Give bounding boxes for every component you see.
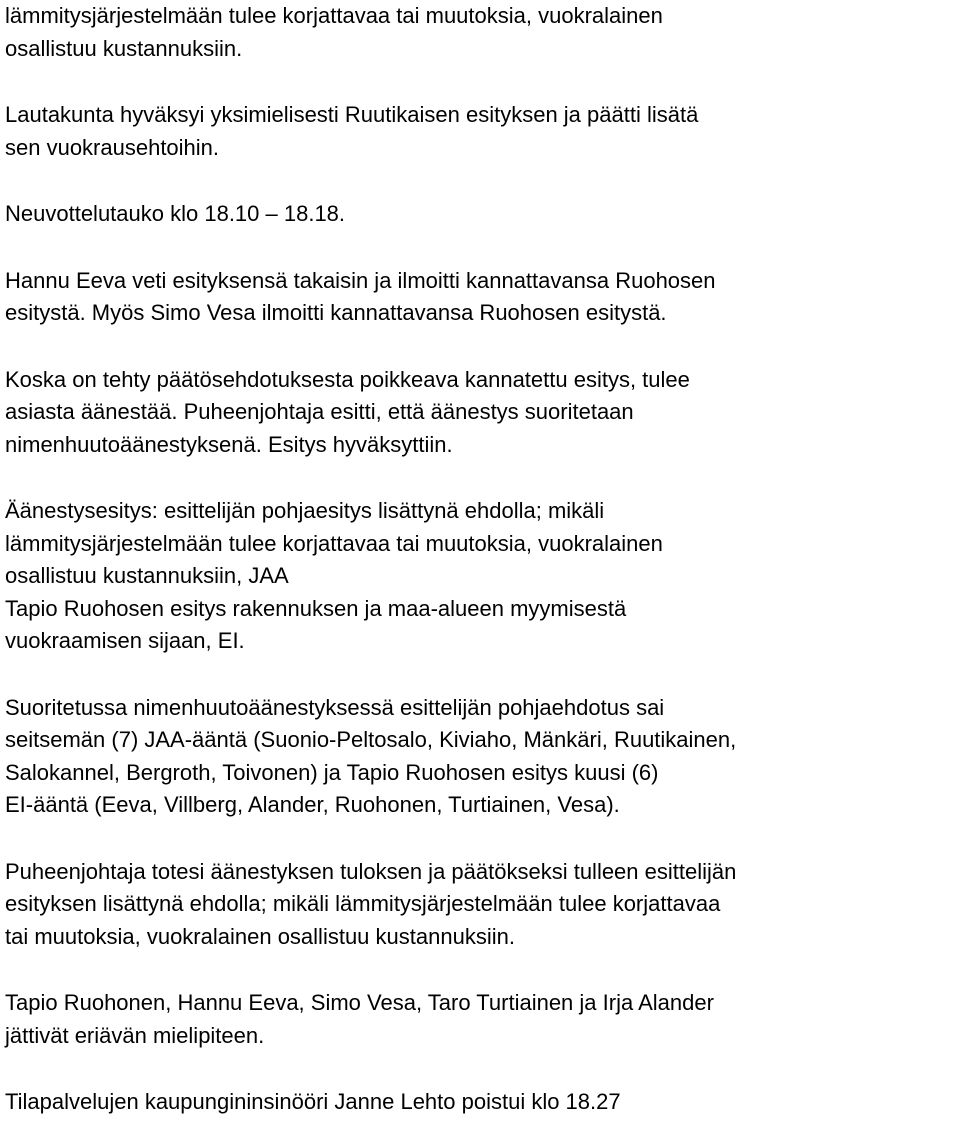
text-line: asiasta äänestää. Puheenjohtaja esitti, että äänestys suoritetaan [5, 399, 634, 424]
paragraph-gap [5, 330, 960, 364]
paragraph-gap [5, 164, 960, 198]
text-line: Tapio Ruohosen esitys rakennuksen ja maa-alueen myymisestä [5, 595, 627, 621]
text-line: nimenhuutoäänestyksenä. Esitys hyväksyttiin. [5, 431, 453, 457]
text-line: esitystä. Myös Simo Vesa ilmoitti kannattavansa Ruohosen esitystä. [5, 300, 667, 325]
text-line: Koska on tehty päätösehdotuksesta poikkeava kannatettu esitys, tulee [5, 366, 690, 392]
paragraph-gap [5, 953, 960, 987]
text-line: Tapio Ruohonen, Hannu Eeva, Simo Vesa, Taro Turtiainen ja Irja Alander [5, 990, 714, 1015]
paragraph-8 [5, 856, 960, 954]
text-line: seitsemän (7) JAA-ääntä (Suonio-Peltosalo, Kiviaho, Mänkäri, Ruutikainen, [5, 727, 737, 752]
text-line: lämmitysjärjestelmään tulee korjattavaa tai muutoksia, vuokralainen [5, 530, 663, 556]
paragraph-5 [5, 364, 960, 462]
document-page [5, 0, 960, 1119]
text-line: osallistuu kustannuksiin. [5, 35, 243, 61]
text-line: osallistuu kustannuksiin, JAA [5, 563, 289, 588]
paragraph-4 [5, 265, 960, 330]
paragraph-gap [5, 658, 960, 692]
text-line: jättivät eriävän mielipiteen. [5, 1022, 265, 1048]
paragraph-3 [5, 198, 960, 231]
text-line: Lautakunta hyväksyi yksimielisesti Ruutikaisen esityksen ja päätti lisätä [5, 102, 699, 127]
text-line: Tilapalvelujen kaupungininsinööri Janne Lehto poistui klo 18.27 [5, 1089, 621, 1114]
paragraph-10 [5, 1086, 960, 1119]
text-line: Neuvottelutauko klo 18.10 – 18.18. [5, 201, 346, 226]
text-line: EI-ääntä (Eeva, Villberg, Alander, Ruohonen, Turtiainen, Vesa). [5, 792, 620, 817]
text-line: vuokraamisen sijaan, EI. [5, 628, 245, 653]
paragraph-1 [5, 0, 960, 65]
paragraph-9 [5, 987, 960, 1052]
text-line: Salokannel, Bergroth, Toivonen) ja Tapio Ruohosen esitys kuusi (6) [5, 759, 659, 785]
paragraph-gap [5, 1052, 960, 1086]
text-line: lämmitysjärjestelmään tulee korjattavaa tai muutoksia, vuokralainen [5, 3, 663, 28]
text-line: Äänestysesitys: esittelijän pohjaesitys lisättynä ehdolla; mikäli [5, 498, 605, 523]
text-line: sen vuokrausehtoihin. [5, 134, 220, 160]
text-line: esityksen lisättynä ehdolla; mikäli lämmitysjärjestelmään tulee korjattavaa [5, 891, 721, 916]
paragraph-gap [5, 822, 960, 856]
paragraph-gap [5, 231, 960, 265]
text-line: tai muutoksia, vuokralainen osallistuu kustannuksiin. [5, 923, 515, 949]
paragraph-2 [5, 99, 960, 164]
text-line: Suoritetussa nimenhuutoäänestyksessä esittelijän pohjaehdotus sai [5, 694, 665, 720]
paragraph-gap [5, 461, 960, 495]
paragraph-6 [5, 495, 960, 658]
text-line: Puheenjohtaja totesi äänestyksen tuloksen ja päätökseksi tulleen esittelijän [5, 858, 737, 884]
text-line: Hannu Eeva veti esityksensä takaisin ja ilmoitti kannattavansa Ruohosen [5, 267, 716, 293]
paragraph-7 [5, 692, 960, 822]
paragraph-gap [5, 65, 960, 99]
